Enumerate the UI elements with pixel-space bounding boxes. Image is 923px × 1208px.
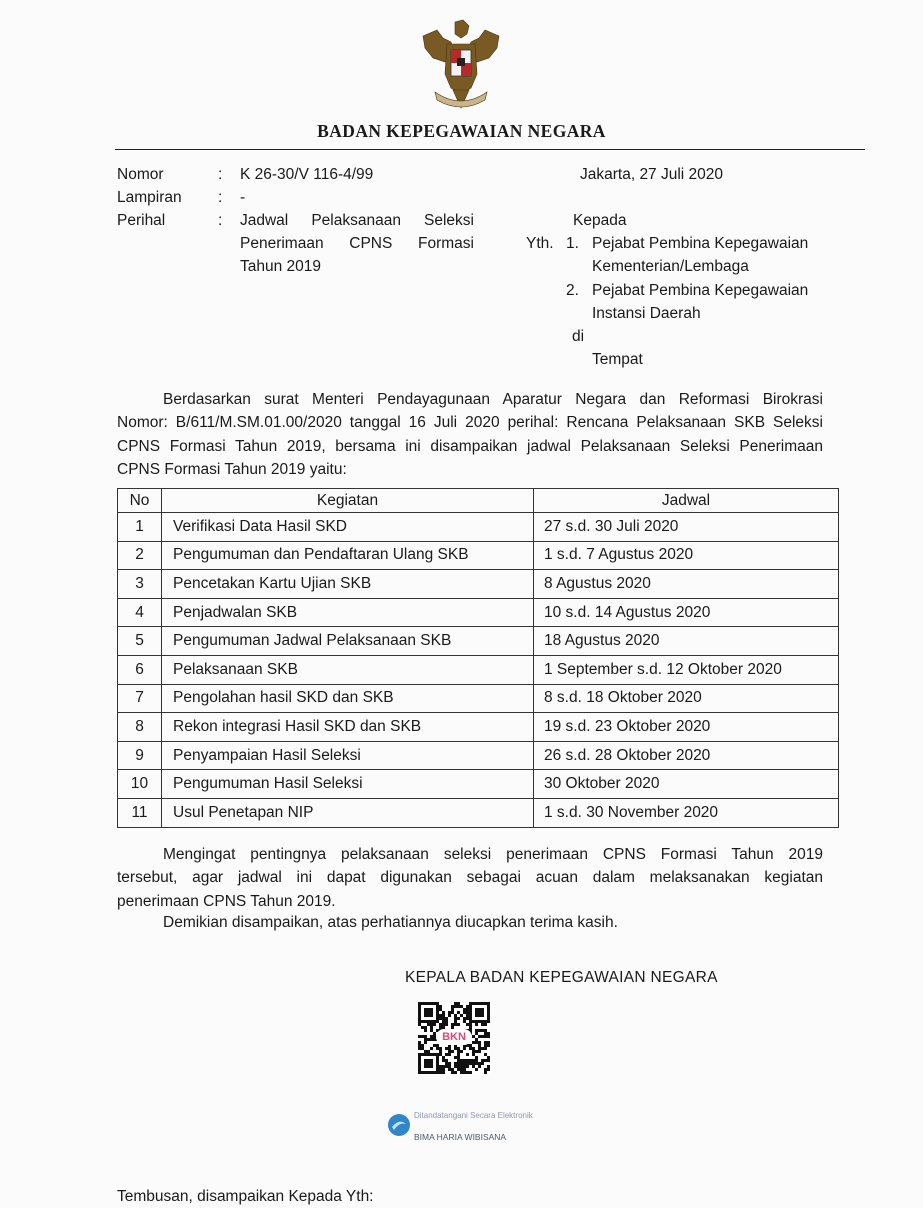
di-label: di	[572, 328, 585, 345]
esign-logo-icon	[386, 1112, 412, 1138]
header-kegiatan: Kegiatan	[162, 489, 534, 513]
perihal-line-3: Tahun 2019	[240, 258, 322, 275]
lampiran-value: -	[240, 189, 246, 206]
row-number: 1	[118, 513, 162, 542]
nomor-colon: :	[218, 166, 223, 183]
perihal-word: Penerimaan	[240, 235, 324, 252]
table-row	[118, 741, 839, 770]
row-kegiatan: Penyampaian Hasil Seleksi	[162, 741, 534, 770]
signer-name: BIMA HARIA WIBISANA	[414, 1132, 507, 1142]
lampiran-colon: :	[218, 189, 223, 206]
recipient-number: 1.	[566, 235, 579, 252]
garuda-emblem-icon	[415, 18, 507, 114]
header-jadwal: Jadwal	[534, 489, 839, 513]
paragraph-line: Berdasarkan surat Menteri Pendayagunaan Aparatur Negara dan Reformasi Birokrasi	[163, 391, 823, 408]
row-jadwal: 8 s.d. 18 Oktober 2020	[534, 684, 839, 713]
perihal-line-1	[240, 209, 474, 232]
row-jadwal: 27 s.d. 30 Juli 2020	[534, 513, 839, 542]
paragraph-line: Mengingat pentingnya pelaksanaan seleksi penerimaan CPNS Formasi Tahun 2019	[163, 846, 823, 863]
perihal-word: Jadwal	[240, 212, 289, 229]
row-kegiatan: Pengolahan hasil SKD dan SKB	[162, 684, 534, 713]
row-kegiatan: Penjadwalan SKB	[162, 598, 534, 627]
row-kegiatan: Pengumuman Hasil Seleksi	[162, 770, 534, 799]
signature-title: KEPALA BADAN KEPEGAWAIAN NEGARA	[405, 969, 718, 986]
paragraph-line: CPNS Formasi Tahun 2019 yaitu:	[117, 460, 347, 478]
kepada-label: Kepada	[573, 212, 627, 229]
bkn-logo-overlay: BKN	[436, 1029, 472, 1045]
perihal-word: CPNS	[349, 235, 393, 252]
row-number: 3	[118, 570, 162, 599]
title-divider	[115, 149, 865, 150]
intro-paragraph	[117, 388, 823, 481]
header-no: No	[118, 489, 162, 513]
table-row	[118, 684, 839, 713]
perihal-colon: :	[218, 212, 223, 229]
lampiran-label: Lampiran	[117, 189, 182, 206]
perihal-word: Formasi	[418, 235, 474, 252]
nomor-label: Nomor	[117, 166, 164, 183]
nomor-value: K 26-30/V 116-4/99	[240, 166, 374, 183]
row-number: 11	[118, 798, 162, 827]
paragraph-line: tersebut, agar jadwal ini dapat digunakan sebagai acuan dalam melaksanakan kegiatan	[117, 869, 823, 887]
perihal-word: Pelaksanaan	[311, 212, 401, 229]
row-jadwal: 1 s.d. 30 November 2020	[534, 798, 839, 827]
row-kegiatan: Pelaksanaan SKB	[162, 655, 534, 684]
row-kegiatan: Pengumuman Jadwal Pelaksanaan SKB	[162, 627, 534, 656]
row-number: 6	[118, 655, 162, 684]
row-jadwal: 30 Oktober 2020	[534, 770, 839, 799]
table-row	[118, 541, 839, 570]
row-number: 7	[118, 684, 162, 713]
paragraph-line: penerimaan CPNS Tahun 2019.	[117, 892, 336, 910]
table-row	[118, 598, 839, 627]
row-kegiatan: Rekon integrasi Hasil SKD dan SKB	[162, 713, 534, 742]
row-number: 9	[118, 741, 162, 770]
tempat-label: Tempat	[592, 351, 643, 368]
table-row	[118, 713, 839, 742]
perihal-label: Perihal	[117, 212, 166, 229]
esign-note: Ditandatangani Secara Elektronik	[414, 1111, 533, 1120]
paragraph-line: CPNS Formasi Tahun 2019, bersama ini disampaikan jadwal Pelaksanaan Seleksi Penerimaan	[117, 437, 823, 455]
table-row	[118, 627, 839, 656]
row-kegiatan: Usul Penetapan NIP	[162, 798, 534, 827]
row-number: 10	[118, 770, 162, 799]
qr-code-icon	[418, 1002, 490, 1074]
row-jadwal: 1 s.d. 7 Agustus 2020	[534, 541, 839, 570]
table-row	[118, 655, 839, 684]
schedule-table	[117, 488, 839, 828]
row-jadwal: 26 s.d. 28 Oktober 2020	[534, 741, 839, 770]
row-kegiatan: Pengumuman dan Pendaftaran Ulang SKB	[162, 541, 534, 570]
table-row	[118, 798, 839, 827]
row-kegiatan: Verifikasi Data Hasil SKD	[162, 513, 534, 542]
closing-note: Demikian disampaikan, atas perhatiannya diucapkan terima kasih.	[163, 914, 618, 931]
recipient-line: Instansi Daerah	[592, 305, 701, 322]
place-date: Jakarta, 27 Juli 2020	[580, 166, 724, 183]
row-jadwal: 19 s.d. 23 Oktober 2020	[534, 713, 839, 742]
recipient-line: Pejabat Pembina Kepegawaian	[592, 235, 809, 252]
row-kegiatan: Pencetakan Kartu Ujian SKB	[162, 570, 534, 599]
perihal-line-2	[240, 232, 474, 255]
row-jadwal: 18 Agustus 2020	[534, 627, 839, 656]
recipient-line: Kementerian/Lembaga	[592, 258, 749, 275]
agency-title: BADAN KEPEGAWAIAN NEGARA	[317, 121, 606, 141]
row-number: 5	[118, 627, 162, 656]
row-number: 2	[118, 541, 162, 570]
table-header-row	[118, 489, 839, 513]
perihal-word: Seleksi	[424, 212, 474, 229]
row-number: 8	[118, 713, 162, 742]
recipient-line: Pejabat Pembina Kepegawaian	[592, 282, 809, 299]
row-number: 4	[118, 598, 162, 627]
row-jadwal: 10 s.d. 14 Agustus 2020	[534, 598, 839, 627]
yth-label: Yth.	[526, 235, 554, 252]
table-row	[118, 770, 839, 799]
table-row	[118, 513, 839, 542]
row-jadwal: 8 Agustus 2020	[534, 570, 839, 599]
row-jadwal: 1 September s.d. 12 Oktober 2020	[534, 655, 839, 684]
table-row	[118, 570, 839, 599]
tembusan-label: Tembusan, disampaikan Kepada Yth:	[117, 1188, 374, 1205]
closing-paragraph	[117, 843, 823, 913]
recipient-number: 2.	[566, 282, 579, 299]
paragraph-line: Nomor: B/611/M.SM.01.00/2020 tanggal 16 Juli 2020 perihal: Rencana Pelaksanaan SKB Seleksi	[117, 414, 823, 432]
